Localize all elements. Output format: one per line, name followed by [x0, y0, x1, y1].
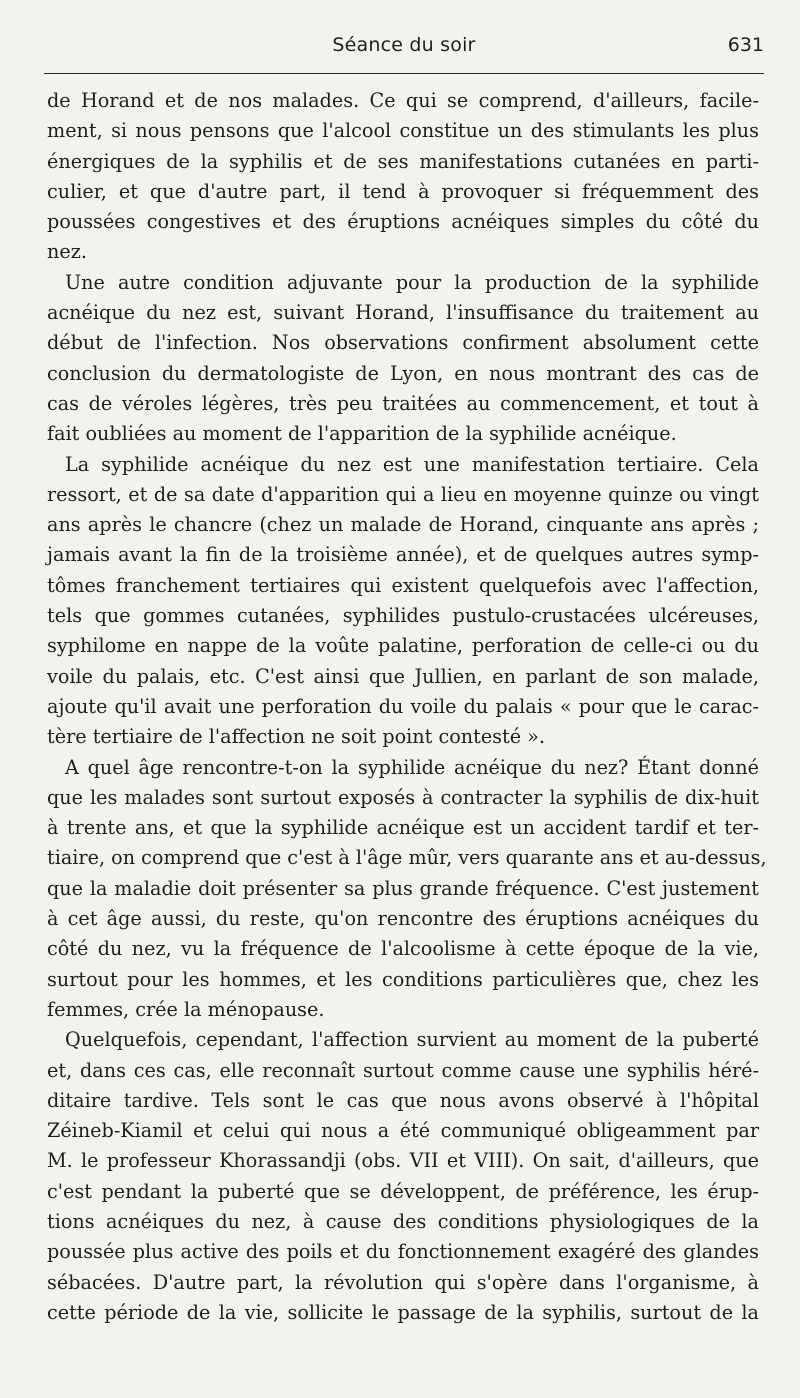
text-line: surtout pour les hommes, et les conditions particulières que, chez les	[47, 967, 759, 991]
text-line: tions acnéiques du nez, à cause des conditions physiologiques de la	[47, 1209, 759, 1233]
text-line: tels que gommes cutanées, syphilides pustulo-crustacées ulcéreuses,	[47, 604, 759, 628]
text-line: La syphilide acnéique du nez est une manifestation tertiaire. Cela	[65, 452, 759, 476]
text-line: ans après le chancre (chez un malade de Horand, cinquante ans après ;	[47, 513, 759, 537]
text-line: Quelquefois, cependant, l'affection survient au moment de la puberté	[65, 1028, 759, 1052]
text-line: syphilome en nappe de la voûte palatine, perforation de celle-ci ou du	[47, 634, 759, 658]
text-line: culier, et que d'autre part, il tend à provoquer si fréquemment des	[47, 179, 759, 203]
text-line: acnéique du nez est, suivant Horand, l'insuffisance du traitement au	[47, 301, 759, 325]
page-number: 631	[727, 34, 764, 56]
text-line: voile du palais, etc. C'est ainsi que Jullien, en parlant de son malade,	[47, 664, 759, 688]
text-line: côté du nez, vu la fréquence de l'alcoolisme à cette époque de la vie,	[47, 937, 759, 961]
text-line: poussée plus active des poils et du fonctionnement exagéré des glandes	[47, 1240, 759, 1264]
text-line: c'est pendant la puberté que se développent, de préférence, les érup-	[47, 1179, 759, 1203]
header-rule	[44, 73, 764, 74]
text-line: que les malades sont surtout exposés à contracter la syphilis de dix-huit	[47, 785, 759, 809]
text-line: début de l'infection. Nos observations confirment absolument cette	[47, 331, 759, 355]
text-line: énergiques de la syphilis et de ses manifestations cutanées en parti-	[47, 149, 759, 173]
text-line: Zéineb-Kiamil et celui qui nous a été communiqué obligeamment par	[47, 1119, 759, 1143]
text-line: sébacées. D'autre part, la révolution qui s'opère dans l'organisme, à	[47, 1270, 759, 1294]
text-line: poussées congestives et des éruptions acnéiques simples du côté du	[47, 210, 759, 234]
text-line: ajoute qu'il avait une perforation du voile du palais « pour que le carac-	[47, 694, 759, 718]
text-line: ment, si nous pensons que l'alcool constitue un des stimulants les plus	[47, 119, 759, 143]
text-line: que la maladie doit présenter sa plus grande fréquence. C'est justement	[47, 876, 759, 900]
text-line: nez.	[47, 240, 87, 264]
text-line: à cet âge aussi, du reste, qu'on rencontre des éruptions acnéiques du	[47, 907, 759, 931]
text-line: conclusion du dermatologiste de Lyon, en nous montrant des cas de	[47, 361, 759, 385]
page-header	[44, 30, 764, 62]
text-line: tômes franchement tertiaires qui existent quelquefois avec l'affection,	[47, 573, 759, 597]
text-line: de Horand et de nos malades. Ce qui se comprend, d'ailleurs, facile-	[47, 89, 759, 112]
text-line: femmes, crée la ménopause.	[47, 997, 325, 1021]
running-title: Séance du soir	[332, 34, 476, 56]
text-line: ditaire tardive. Tels sont le cas que nous avons observé à l'hôpital	[47, 1088, 759, 1112]
text-line: cette période de la vie, sollicite le passage de la syphilis, surtout de la	[47, 1300, 759, 1324]
text-line: et, dans ces cas, elle reconnaît surtout comme cause une syphilis héré-	[47, 1058, 759, 1082]
text-line: jamais avant la fin de la troisième année), et de quelques autres symp-	[47, 543, 759, 567]
text-line: tère tertiaire de l'affection ne soit point contesté ».	[47, 725, 546, 749]
text-line: ressort, et de sa date d'apparition qui a lieu en moyenne quinze ou vingt	[47, 482, 759, 506]
text-line: A quel âge rencontre-t-on la syphilide acnéique du nez? Étant donné	[65, 755, 759, 779]
text-line: cas de véroles légères, très peu traitées au commencement, et tout à	[47, 391, 759, 415]
text-line: Une autre condition adjuvante pour la production de la syphilide	[65, 270, 759, 294]
body-text	[47, 86, 767, 1328]
text-line: M. le professeur Khorassandji (obs. VII et VIII). On sait, d'ailleurs, que	[47, 1149, 759, 1173]
text-line: tiaire, on comprend que c'est à l'âge mûr, vers quarante ans et au-dessus,	[47, 846, 767, 870]
text-line: à trente ans, et que la syphilide acnéique est un accident tardif et ter-	[47, 816, 759, 840]
text-line: fait oubliées au moment de l'apparition de la syphilide acnéique.	[47, 422, 677, 446]
